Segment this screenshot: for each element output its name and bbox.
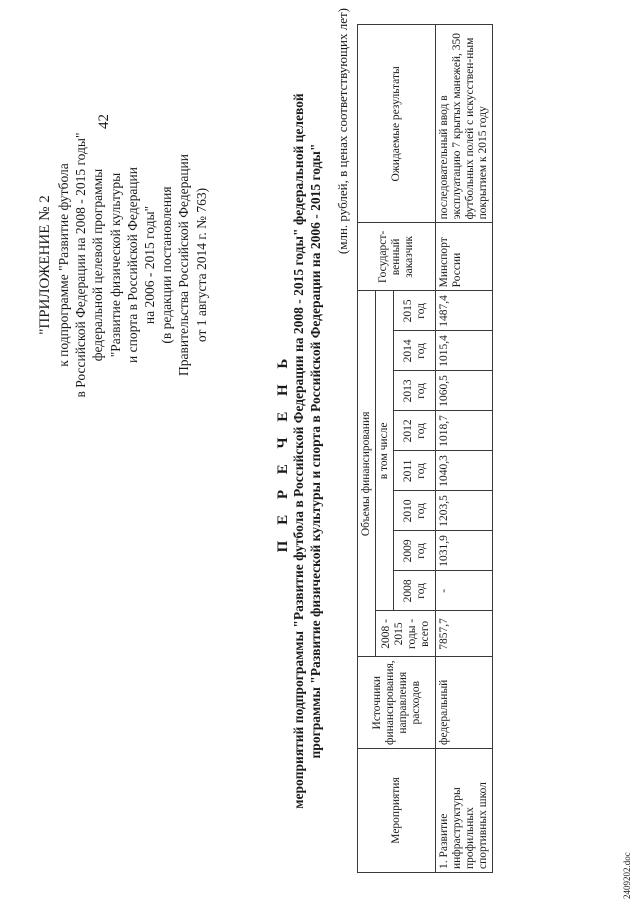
cell-activity: 1. Развитие инфраструктуры профильных спортивных школ xyxy=(436,749,493,873)
appendix-line: федеральной целевой программы xyxy=(90,168,106,362)
header-including: в том числе xyxy=(376,291,394,611)
header-activity: Мероприятия xyxy=(358,749,436,873)
cell-customer: Минспорт России xyxy=(436,223,493,291)
appendix-line: на 2006 - 2015 годы" xyxy=(142,205,158,325)
document-subtitle xyxy=(290,11,324,891)
subtitle-line-2: программы "Развитие физической культуры и спорта в Российской Федерации на 2006 - 2015 годы" xyxy=(308,143,323,759)
footer-file-code: 2409202.doc xyxy=(622,852,632,899)
appendix-line: от 1 августа 2014 г. № 763) xyxy=(193,187,209,343)
header-results: Ожидаемые результаты xyxy=(358,25,436,223)
page-number: 42 xyxy=(96,114,112,129)
document-title: П Е Р Е Ч Е Н Ь xyxy=(275,352,291,553)
cell-year: 1203,5 xyxy=(436,491,493,531)
units-note: (млн. рублей, в ценах соответствующих лет) xyxy=(335,8,350,255)
subtitle-line-1: мероприятий подпрограммы "Развитие футбола в Российской Федерации на 2008 - 2015 годы" федеральной целевой xyxy=(291,93,306,809)
cell-source: федеральный xyxy=(436,657,493,749)
cell-year: 1015,4 xyxy=(436,331,493,371)
cell-year: 1060,5 xyxy=(436,371,493,411)
header-year: 2010 год xyxy=(394,491,436,531)
cell-year: 1031,9 xyxy=(436,531,493,571)
appendix-line: (в редакции постановления xyxy=(159,186,175,344)
header-year: 2009 год xyxy=(394,531,436,571)
header-year: 2008 год xyxy=(394,571,436,611)
header-total: 2008 - 2015 годы - всего xyxy=(376,611,436,657)
appendix-block xyxy=(36,65,210,465)
cell-year: - xyxy=(436,571,493,611)
header-year: 2011 год xyxy=(394,451,436,491)
appendix-line: к подпрограмме "Развитие футбола xyxy=(56,163,71,367)
funding-table xyxy=(357,24,493,873)
header-year: 2012 год xyxy=(394,411,436,451)
header-funding: Объемы финансирования xyxy=(358,291,376,657)
appendix-line: в Российской Федерации на 2008 - 2015 годы" xyxy=(73,132,89,398)
header-row xyxy=(358,25,376,873)
header-year: 2013 год xyxy=(394,371,436,411)
appendix-line: "Развитие физической культуры xyxy=(107,172,123,358)
cell-year: 1018,7 xyxy=(436,411,493,451)
appendix-line: Правительства Российской Федерации xyxy=(176,154,192,376)
header-year: 2014 год xyxy=(394,331,436,371)
appendix-line: и спорта в Российской Федерации xyxy=(124,167,140,363)
cell-year: 1040,3 xyxy=(436,451,493,491)
header-sources: Источники финансирования, направления расходов xyxy=(358,657,436,749)
table-row xyxy=(436,25,493,873)
header-year: 2015 год xyxy=(394,291,436,331)
cell-result: последовательный ввод в эксплуатацию 7 крытых манежей, 350 футбольных полей с искусствен-ным покрытием к 2015 году xyxy=(436,25,493,223)
header-customer: Государст-венный заказчик xyxy=(358,223,436,291)
cell-total: 7857,7 xyxy=(436,611,493,657)
cell-year: 1487,4 xyxy=(436,291,493,331)
appendix-line: "ПРИЛОЖЕНИЕ № 2 xyxy=(37,195,53,335)
